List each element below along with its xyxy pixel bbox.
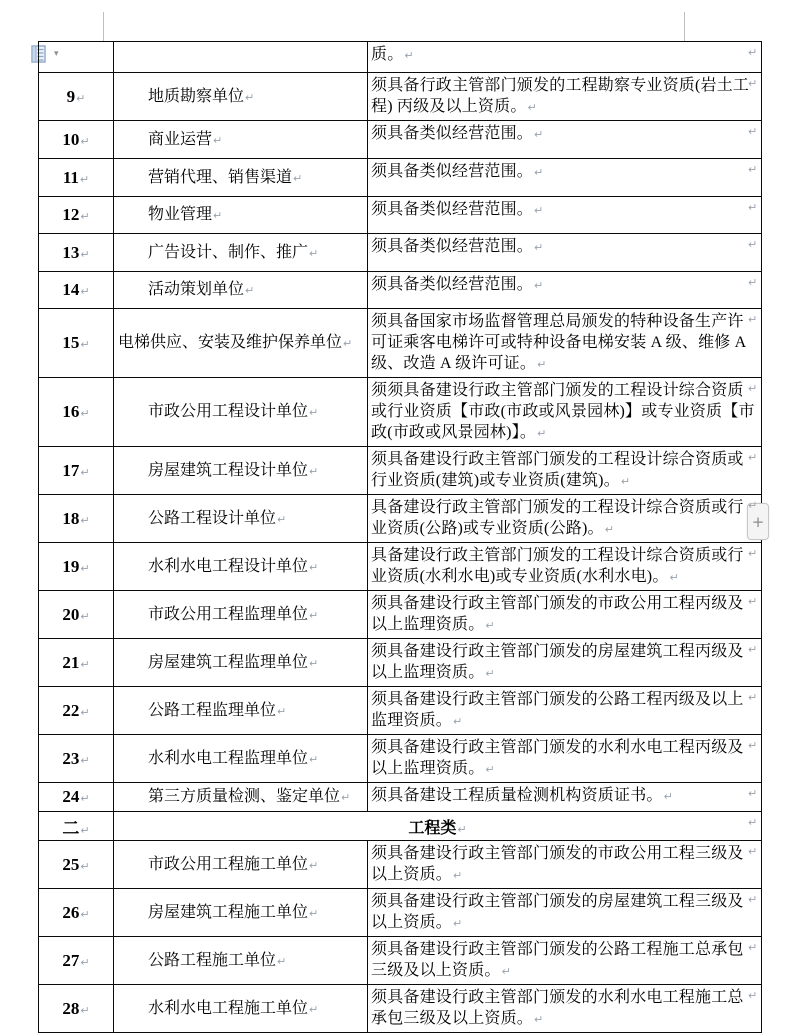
row-number-cell[interactable] — [39, 812, 114, 841]
unit-type: 市政公用工程施工单位 — [148, 855, 309, 873]
qualification-requirement: 须具备建设行政主管部门颁发的工程设计综合资质或行业资质(建筑)或专业资质(建筑)。 — [371, 451, 744, 489]
table-row — [39, 889, 762, 937]
paragraph-mark: ↵ — [534, 128, 544, 141]
paragraph-mark: ↵ — [309, 858, 319, 872]
unit-type: 公路工程施工单位 — [148, 951, 277, 969]
qualification-requirement: 须具备建设行政主管部门颁发的市政公用工程三级及以上资质。 — [371, 845, 744, 883]
unit-type: 公路工程设计单位 — [148, 509, 277, 527]
paragraph-mark: ↵ — [80, 609, 90, 623]
end-of-row-mark: ↵ — [748, 450, 758, 464]
paragraph-mark: ↵ — [293, 171, 303, 185]
qualification-requirement: 须具备类似经营范围。 — [371, 163, 534, 180]
paragraph-mark: ↵ — [277, 954, 287, 968]
row-number-cell[interactable] — [39, 121, 114, 159]
paragraph-mark: ↵ — [80, 247, 90, 261]
row-number-cell[interactable] — [39, 495, 114, 543]
paragraph-mark: ↵ — [309, 752, 319, 766]
row-number: 11 — [62, 167, 79, 187]
unit-type: 商业运营 — [148, 130, 213, 148]
table-row — [39, 687, 762, 735]
row-number: 26 — [62, 902, 80, 922]
paragraph-mark: ↵ — [80, 561, 90, 575]
unit-type: 市政公用工程监理单位 — [148, 605, 309, 623]
qualification-requirement-cell[interactable] — [368, 841, 762, 889]
unit-type-cell[interactable] — [114, 783, 368, 812]
unit-type-cell[interactable] — [114, 197, 368, 234]
table-row — [39, 309, 762, 378]
unit-type-cell[interactable] — [114, 543, 368, 591]
unit-type-cell[interactable] — [114, 309, 368, 378]
row-number-cell[interactable] — [39, 889, 114, 937]
row-number-cell[interactable] — [39, 309, 114, 378]
end-of-row-mark: ↵ — [748, 786, 758, 800]
row-number-cell[interactable] — [39, 687, 114, 735]
unit-type: 电梯供应、安装及维护保养单位 — [118, 334, 343, 351]
row-number-cell[interactable] — [39, 73, 114, 121]
paragraph-mark: ↵ — [404, 49, 414, 62]
qualification-requirement: 须具备类似经营范围。 — [371, 201, 534, 218]
qualification-requirement: 须具备建设工程质量检测机构资质证书。 — [371, 787, 663, 804]
row-number-cell[interactable] — [39, 378, 114, 447]
paragraph-mark: ↵ — [76, 91, 86, 105]
unit-type-cell[interactable] — [114, 639, 368, 687]
row-number-cell[interactable] — [39, 447, 114, 495]
table-row — [39, 543, 762, 591]
row-number-cell[interactable] — [39, 159, 114, 197]
unit-type: 房屋建筑工程监理单位 — [148, 653, 309, 671]
unit-type-cell[interactable] — [114, 591, 368, 639]
table-row — [39, 639, 762, 687]
qualification-requirement-cell[interactable] — [368, 985, 762, 1033]
unit-type: 水利水电工程监理单位 — [148, 749, 309, 767]
table-row — [39, 234, 762, 272]
row-number-cell[interactable] — [39, 42, 114, 73]
paragraph-mark: ↵ — [80, 823, 90, 837]
paragraph-mark: ↵ — [80, 134, 90, 148]
qualification-requirement-cell[interactable] — [368, 687, 762, 735]
unit-type: 第三方质量检测、鉴定单位 — [148, 788, 341, 805]
end-of-row-mark: ↵ — [748, 892, 758, 906]
unit-type-cell[interactable] — [114, 889, 368, 937]
unit-type-cell[interactable] — [114, 937, 368, 985]
table-column-border-remnant-right — [684, 12, 685, 41]
table-row — [39, 783, 762, 812]
qualification-requirement: 具备建设行政主管部门颁发的工程设计综合资质或行业资质(水利水电)或专业资质(水利水电)。 — [371, 547, 744, 585]
row-number: 17 — [62, 460, 80, 480]
qualification-requirement-cell[interactable] — [368, 42, 762, 73]
paragraph-mark: ↵ — [80, 513, 90, 527]
paragraph-mark: ↵ — [501, 965, 512, 978]
table-row — [39, 735, 762, 783]
unit-type: 房屋建筑工程设计单位 — [148, 461, 309, 479]
table-row — [39, 42, 762, 73]
paragraph-mark: ↵ — [245, 284, 255, 297]
unit-type: 广告设计、制作、推广 — [148, 243, 309, 261]
unit-type-cell[interactable] — [114, 234, 368, 272]
paragraph-mark: ↵ — [213, 209, 223, 222]
table-row — [39, 272, 762, 309]
paragraph-mark: ↵ — [309, 656, 319, 670]
paragraph-mark: ↵ — [309, 560, 319, 574]
section-title: 工程类 — [408, 819, 457, 837]
end-of-row-mark: ↵ — [748, 594, 758, 608]
end-of-row-mark: ↵ — [748, 162, 758, 176]
paragraph-mark: ↵ — [309, 246, 319, 260]
unit-type-cell[interactable] — [114, 447, 368, 495]
qualification-requirement: 须具备类似经营范围。 — [371, 125, 534, 142]
qualification-requirement: 须具备类似经营范围。 — [371, 276, 534, 293]
unit-type: 市政公用工程设计单位 — [148, 403, 309, 420]
unit-type-cell[interactable] — [114, 73, 368, 121]
paragraph-mark: ↵ — [534, 166, 544, 179]
end-of-row-mark: ↵ — [748, 45, 758, 59]
qualification-requirement-cell[interactable] — [368, 783, 762, 812]
qualification-requirement-cell[interactable] — [368, 591, 762, 639]
qualification-requirement-cell[interactable] — [368, 495, 762, 543]
unit-type-cell[interactable] — [114, 159, 368, 197]
row-number-cell[interactable] — [39, 783, 114, 812]
qualification-requirement-cell[interactable] — [368, 234, 762, 272]
qualification-requirement-cell[interactable] — [368, 272, 762, 309]
end-of-row-mark: ↵ — [748, 76, 758, 90]
qualification-requirement-cell[interactable] — [368, 543, 762, 591]
end-of-row-mark: ↵ — [748, 844, 758, 858]
qualification-requirement: 须具备类似经营范围。 — [371, 238, 534, 255]
qualification-requirement-cell[interactable] — [368, 639, 762, 687]
paragraph-mark: ↵ — [343, 337, 353, 350]
qualification-requirement-cell[interactable] — [368, 735, 762, 783]
paragraph-mark: ↵ — [453, 917, 463, 930]
qualification-requirement-cell[interactable] — [368, 378, 762, 447]
table-row — [39, 378, 762, 447]
row-number: 20 — [62, 604, 80, 624]
unit-type-cell[interactable] — [114, 121, 368, 159]
qualification-requirement-cell[interactable] — [368, 197, 762, 234]
row-number-cell[interactable] — [39, 985, 114, 1033]
paragraph-mark: ↵ — [80, 407, 90, 420]
paragraph-mark: ↵ — [669, 571, 679, 584]
end-of-row-mark: ↵ — [748, 312, 758, 326]
paragraph-mark: ↵ — [80, 465, 90, 479]
paragraph-mark: ↵ — [457, 822, 467, 836]
row-number: 13 — [62, 242, 80, 262]
paragraph-mark: ↵ — [537, 427, 547, 440]
end-of-row-mark: ↵ — [748, 940, 758, 954]
paragraph-mark: ↵ — [80, 285, 90, 298]
paragraph-mark: ↵ — [80, 753, 90, 767]
paragraph-mark: ↵ — [80, 338, 90, 351]
table-row — [39, 73, 762, 121]
row-number: 25 — [62, 854, 80, 874]
table-row — [39, 985, 762, 1033]
paragraph-mark: ↵ — [79, 172, 90, 186]
paragraph-mark: ↵ — [527, 101, 537, 114]
plus-icon: + — [751, 512, 765, 531]
qualification-requirement-cell[interactable] — [368, 159, 762, 197]
qualification-requirement: 须具备建设行政主管部门颁发的水利水电工程丙级及以上监理资质。 — [371, 739, 744, 777]
qualification-requirement-cell[interactable] — [368, 937, 762, 985]
row-number: 12 — [62, 205, 80, 224]
paragraph-mark: ↵ — [277, 704, 287, 718]
table-column-border-remnant-left — [103, 12, 104, 41]
row-number: 15 — [62, 333, 80, 352]
end-of-row-mark: ↵ — [748, 381, 758, 395]
dropdown-caret-icon[interactable]: ▾ — [54, 49, 59, 59]
end-of-row-mark: ↵ — [748, 237, 758, 251]
unit-type-cell[interactable] — [114, 272, 368, 309]
unit-type-cell[interactable] — [114, 735, 368, 783]
table-row — [39, 937, 762, 985]
row-number: 9 — [66, 86, 76, 106]
unit-type: 地质勘察单位 — [148, 87, 245, 105]
qualification-requirements-table — [38, 41, 762, 1033]
row-number-cell[interactable] — [39, 197, 114, 234]
table-row — [39, 495, 762, 543]
unit-type: 水利水电工程施工单位 — [148, 999, 309, 1017]
table-row — [39, 159, 762, 197]
paragraph-mark: ↵ — [604, 523, 615, 536]
qualification-requirement: 须具备建设行政主管部门颁发的水利水电工程施工总承包三级及以上资质。 — [371, 989, 744, 1027]
paragraph-mark: ↵ — [80, 210, 90, 223]
paragraph-mark: ↵ — [80, 1003, 90, 1017]
row-number-cell[interactable] — [39, 543, 114, 591]
unit-type: 水利水电工程设计单位 — [148, 557, 309, 575]
row-number: 19 — [62, 556, 80, 576]
unit-type: 营销代理、销售渠道 — [148, 168, 293, 186]
end-of-row-mark: ↵ — [748, 815, 758, 829]
qualification-requirement-cell[interactable] — [368, 73, 762, 121]
table-row — [39, 841, 762, 889]
row-number: 22 — [62, 700, 80, 720]
paragraph-mark: ↵ — [213, 133, 223, 147]
table-row — [39, 447, 762, 495]
row-number: 24 — [62, 787, 80, 806]
row-number-cell[interactable] — [39, 937, 114, 985]
unit-type-cell[interactable] — [114, 841, 368, 889]
paragraph-mark: ↵ — [309, 608, 319, 622]
row-number-cell[interactable] — [39, 234, 114, 272]
qualification-requirement: 须具备建设行政主管部门颁发的房屋建筑工程丙级及以上监理资质。 — [371, 643, 744, 681]
paragraph-mark: ↵ — [485, 667, 495, 680]
table-row — [39, 591, 762, 639]
paragraph-mark: ↵ — [80, 859, 90, 873]
qualification-requirement: 具备建设行政主管部门颁发的工程设计综合资质或行业资质(公路)或专业资质(公路)。 — [371, 499, 744, 537]
row-number: 27 — [62, 950, 80, 970]
unit-type: 物业管理 — [148, 206, 213, 223]
row-number: 10 — [62, 129, 80, 149]
qualification-requirement: 须具备国家市场监督管理总局颁发的特种设备生产许可证乘客电梯许可或特种设备电梯安装 A 级、维修 A 级、改造 A 级许可证。 — [371, 313, 746, 372]
paragraph-mark: ↵ — [309, 906, 319, 920]
row-number: 16 — [62, 402, 80, 421]
section-title-cell[interactable] — [114, 812, 762, 841]
end-of-row-mark: ↵ — [748, 690, 758, 704]
paragraph-mark: ↵ — [80, 705, 90, 719]
end-of-row-mark: ↵ — [748, 738, 758, 752]
paragraph-mark: ↵ — [534, 204, 544, 217]
qualification-requirement: 须具备建设行政主管部门颁发的公路工程施工总承包三级及以上资质。 — [371, 941, 744, 979]
paragraph-mark: ↵ — [537, 358, 547, 371]
row-number-cell[interactable] — [39, 591, 114, 639]
end-of-row-mark: ↵ — [748, 498, 758, 512]
qualification-requirement: 须具备行政主管部门颁发的工程勘察专业资质(岩土工程) 丙级及以上资质。 — [371, 77, 750, 115]
row-number: 二 — [62, 818, 80, 838]
paragraph-mark: ↵ — [620, 475, 631, 488]
end-of-row-mark: ↵ — [748, 200, 758, 214]
unit-type: 公路工程监理单位 — [148, 701, 277, 719]
paragraph-mark: ↵ — [453, 869, 463, 882]
paragraph-mark: ↵ — [80, 792, 90, 805]
paragraph-mark: ↵ — [80, 657, 90, 671]
unit-type-cell[interactable] — [114, 378, 368, 447]
qualification-requirement-cell[interactable] — [368, 447, 762, 495]
end-of-row-mark: ↵ — [748, 988, 758, 1002]
paragraph-mark: ↵ — [277, 512, 287, 526]
paragraph-mark: ↵ — [309, 406, 319, 419]
qualification-requirement-cell[interactable] — [368, 309, 762, 378]
paragraph-mark: ↵ — [309, 464, 319, 478]
paragraph-mark: ↵ — [309, 1002, 319, 1016]
paragraph-mark: ↵ — [80, 955, 90, 969]
paragraph-mark: ↵ — [341, 791, 351, 804]
table-row — [39, 812, 762, 841]
paragraph-mark: ↵ — [534, 241, 544, 254]
paragraph-mark: ↵ — [485, 763, 495, 776]
qualification-requirement: 须具备建设行政主管部门颁发的公路工程丙级及以上监理资质。 — [371, 691, 744, 729]
end-of-row-mark: ↵ — [748, 546, 758, 560]
paragraph-mark: ↵ — [485, 619, 495, 632]
unit-type-cell[interactable] — [114, 985, 368, 1033]
paragraph-mark: ↵ — [453, 715, 463, 728]
row-number: 28 — [62, 998, 80, 1018]
row-number-cell[interactable] — [39, 735, 114, 783]
unit-type: 房屋建筑工程施工单位 — [148, 903, 309, 921]
qualification-requirement: 须具备建设行政主管部门颁发的房屋建筑工程三级及以上资质。 — [371, 893, 744, 931]
qualification-requirement: 须具备建设行政主管部门颁发的市政公用工程丙级及以上监理资质。 — [371, 595, 744, 633]
paragraph-mark: ↵ — [534, 279, 544, 292]
qualification-requirement-cell[interactable] — [368, 889, 762, 937]
table-row — [39, 121, 762, 159]
unit-type-cell[interactable] — [114, 687, 368, 735]
paragraph-mark: ↵ — [663, 790, 674, 803]
qualification-requirement: 须须具备建设行政主管部门颁发的工程设计综合资质或行业资质【市政(市政或风景园林)】或专业资质【市政(市政或风景园林)】。 — [371, 382, 755, 441]
unit-type-cell[interactable] — [114, 42, 368, 73]
end-of-row-mark: ↵ — [748, 275, 758, 289]
paragraph-mark: ↵ — [534, 1013, 544, 1026]
qualification-requirement: 质。 — [371, 46, 404, 63]
row-number: 14 — [62, 280, 80, 299]
unit-type: 活动策划单位 — [148, 281, 245, 298]
row-number: 18 — [62, 508, 80, 528]
row-number: 21 — [62, 652, 80, 672]
paragraph-mark: ↵ — [245, 90, 255, 104]
row-number-cell[interactable] — [39, 272, 114, 309]
qualification-requirement-cell[interactable] — [368, 121, 762, 159]
end-of-row-mark: ↵ — [748, 124, 758, 138]
unit-type-cell[interactable] — [114, 495, 368, 543]
row-number-cell[interactable] — [39, 841, 114, 889]
row-number-cell[interactable] — [39, 639, 114, 687]
paragraph-mark: ↵ — [80, 907, 90, 921]
end-of-row-mark: ↵ — [748, 642, 758, 656]
table-row — [39, 197, 762, 234]
row-number: 23 — [62, 748, 80, 768]
